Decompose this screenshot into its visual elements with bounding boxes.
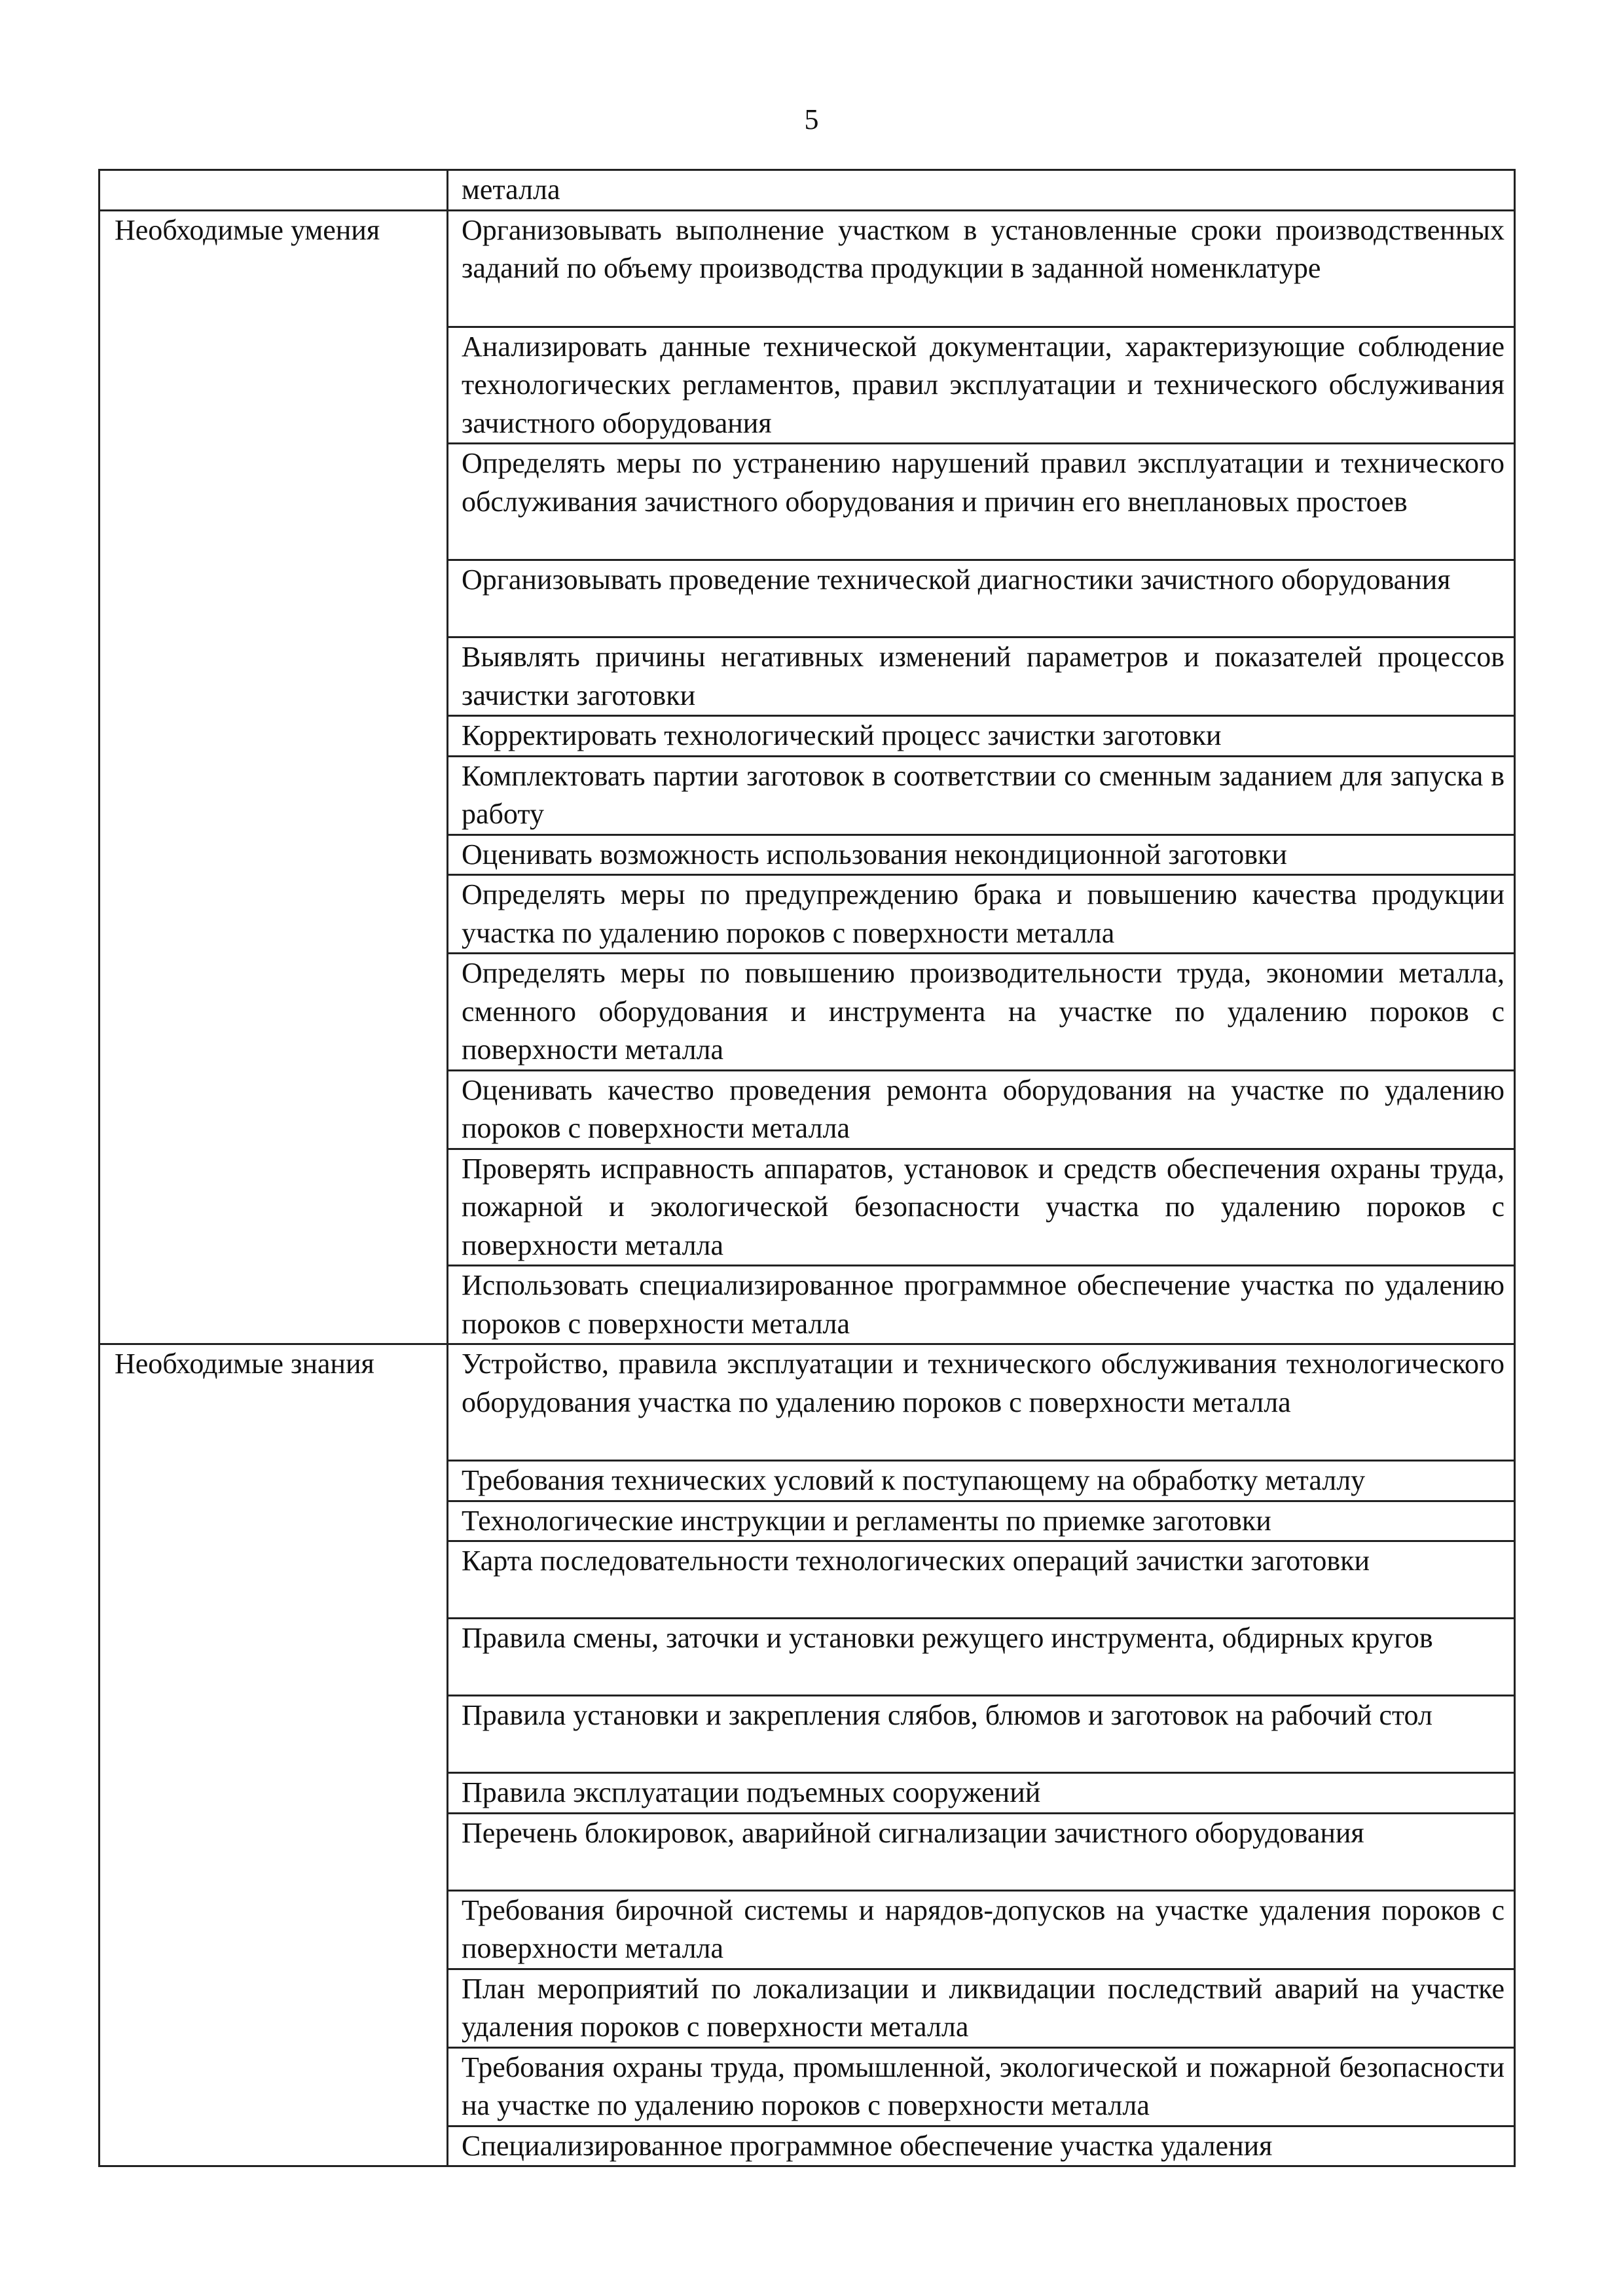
table-row (100, 170, 1515, 211)
row-text: Карта последовательности технологических операций зачистки заготовки (448, 1541, 1515, 1619)
row-text: Требования бирочной системы и нарядов-допусков на участке удаления пороков с поверхности металла (448, 1890, 1515, 1969)
row-text: Использовать специализированное программное обеспечение участка по удалению пороков с поверхности металла (448, 1266, 1515, 1344)
qualification-table (98, 169, 1516, 2167)
row-text: Правила смены, заточки и установки режущего инструмента, обдирных кругов (448, 1619, 1515, 1696)
skills-label: Необходимые умения (100, 210, 448, 1344)
row-text: Специализированное программное обеспечение участка удаления (448, 2126, 1515, 2166)
row-text: Выявлять причины негативных изменений параметров и показателей процессов зачистки заготовки (448, 637, 1515, 716)
row-text: Определять меры по повышению производительности труда, экономии металла, сменного оборудования и инструмента на участке по удалению пороков с поверхности металла (448, 954, 1515, 1071)
row-text: Организовывать выполнение участком в установленные сроки производственных заданий по объему производства продукции в заданной номенклатуре (448, 210, 1515, 327)
row-label (100, 170, 448, 211)
row-text: Анализировать данные технической документации, характеризующие соблюдение технологических регламентов, правил эксплуатации и технического обслуживания зачистного оборудования (448, 327, 1515, 444)
row-text: Технологические инструкции и регламенты по приемке заготовки (448, 1501, 1515, 1541)
row-text: Правила эксплуатации подъемных сооружений (448, 1773, 1515, 1814)
row-text: План мероприятий по локализации и ликвидации последствий аварий на участке удаления пороков с поверхности металла (448, 1969, 1515, 2047)
row-text: Оценивать качество проведения ремонта оборудования на участке по удалению пороков с поверхности металла (448, 1070, 1515, 1149)
row-text: Проверять исправность аппаратов, установок и средств обеспечения охраны труда, пожарной и экологической безопасности участка по удалению пороков с поверхности металла (448, 1149, 1515, 1266)
row-text: металла (448, 170, 1515, 211)
row-text: Правила установки и закрепления слябов, блюмов и заготовок на рабочий стол (448, 1696, 1515, 1773)
row-text: Перечень блокировок, аварийной сигнализации зачистного оборудования (448, 1813, 1515, 1890)
table-row (100, 1344, 1515, 1461)
table-row (100, 210, 1515, 327)
row-text: Определять меры по предупреждению брака и повышению качества продукции участка по удалению пороков с поверхности металла (448, 875, 1515, 954)
row-text: Требования охраны труда, промышленной, экологической и пожарной безопасности на участке по удалению пороков с поверхности металла (448, 2047, 1515, 2126)
row-text: Определять меры по устранению нарушений правил эксплуатации и технического обслуживания зачистного оборудования и причин его внеплановых простоев (448, 444, 1515, 560)
row-text: Требования технических условий к поступающему на обработку металлу (448, 1461, 1515, 1501)
knowledge-label: Необходимые знания (100, 1344, 448, 2166)
row-text: Комплектовать партии заготовок в соответствии со сменным заданием для запуска в работу (448, 756, 1515, 834)
row-text: Организовывать проведение технической диагностики зачистного оборудования (448, 560, 1515, 637)
page-number: 5 (804, 103, 819, 135)
row-text: Корректировать технологический процесс зачистки заготовки (448, 716, 1515, 757)
row-text: Устройство, правила эксплуатации и технического обслуживания технологического оборудования участка по удалению пороков с поверхности металла (448, 1344, 1515, 1461)
row-text: Оценивать возможность использования некондиционной заготовки (448, 834, 1515, 875)
